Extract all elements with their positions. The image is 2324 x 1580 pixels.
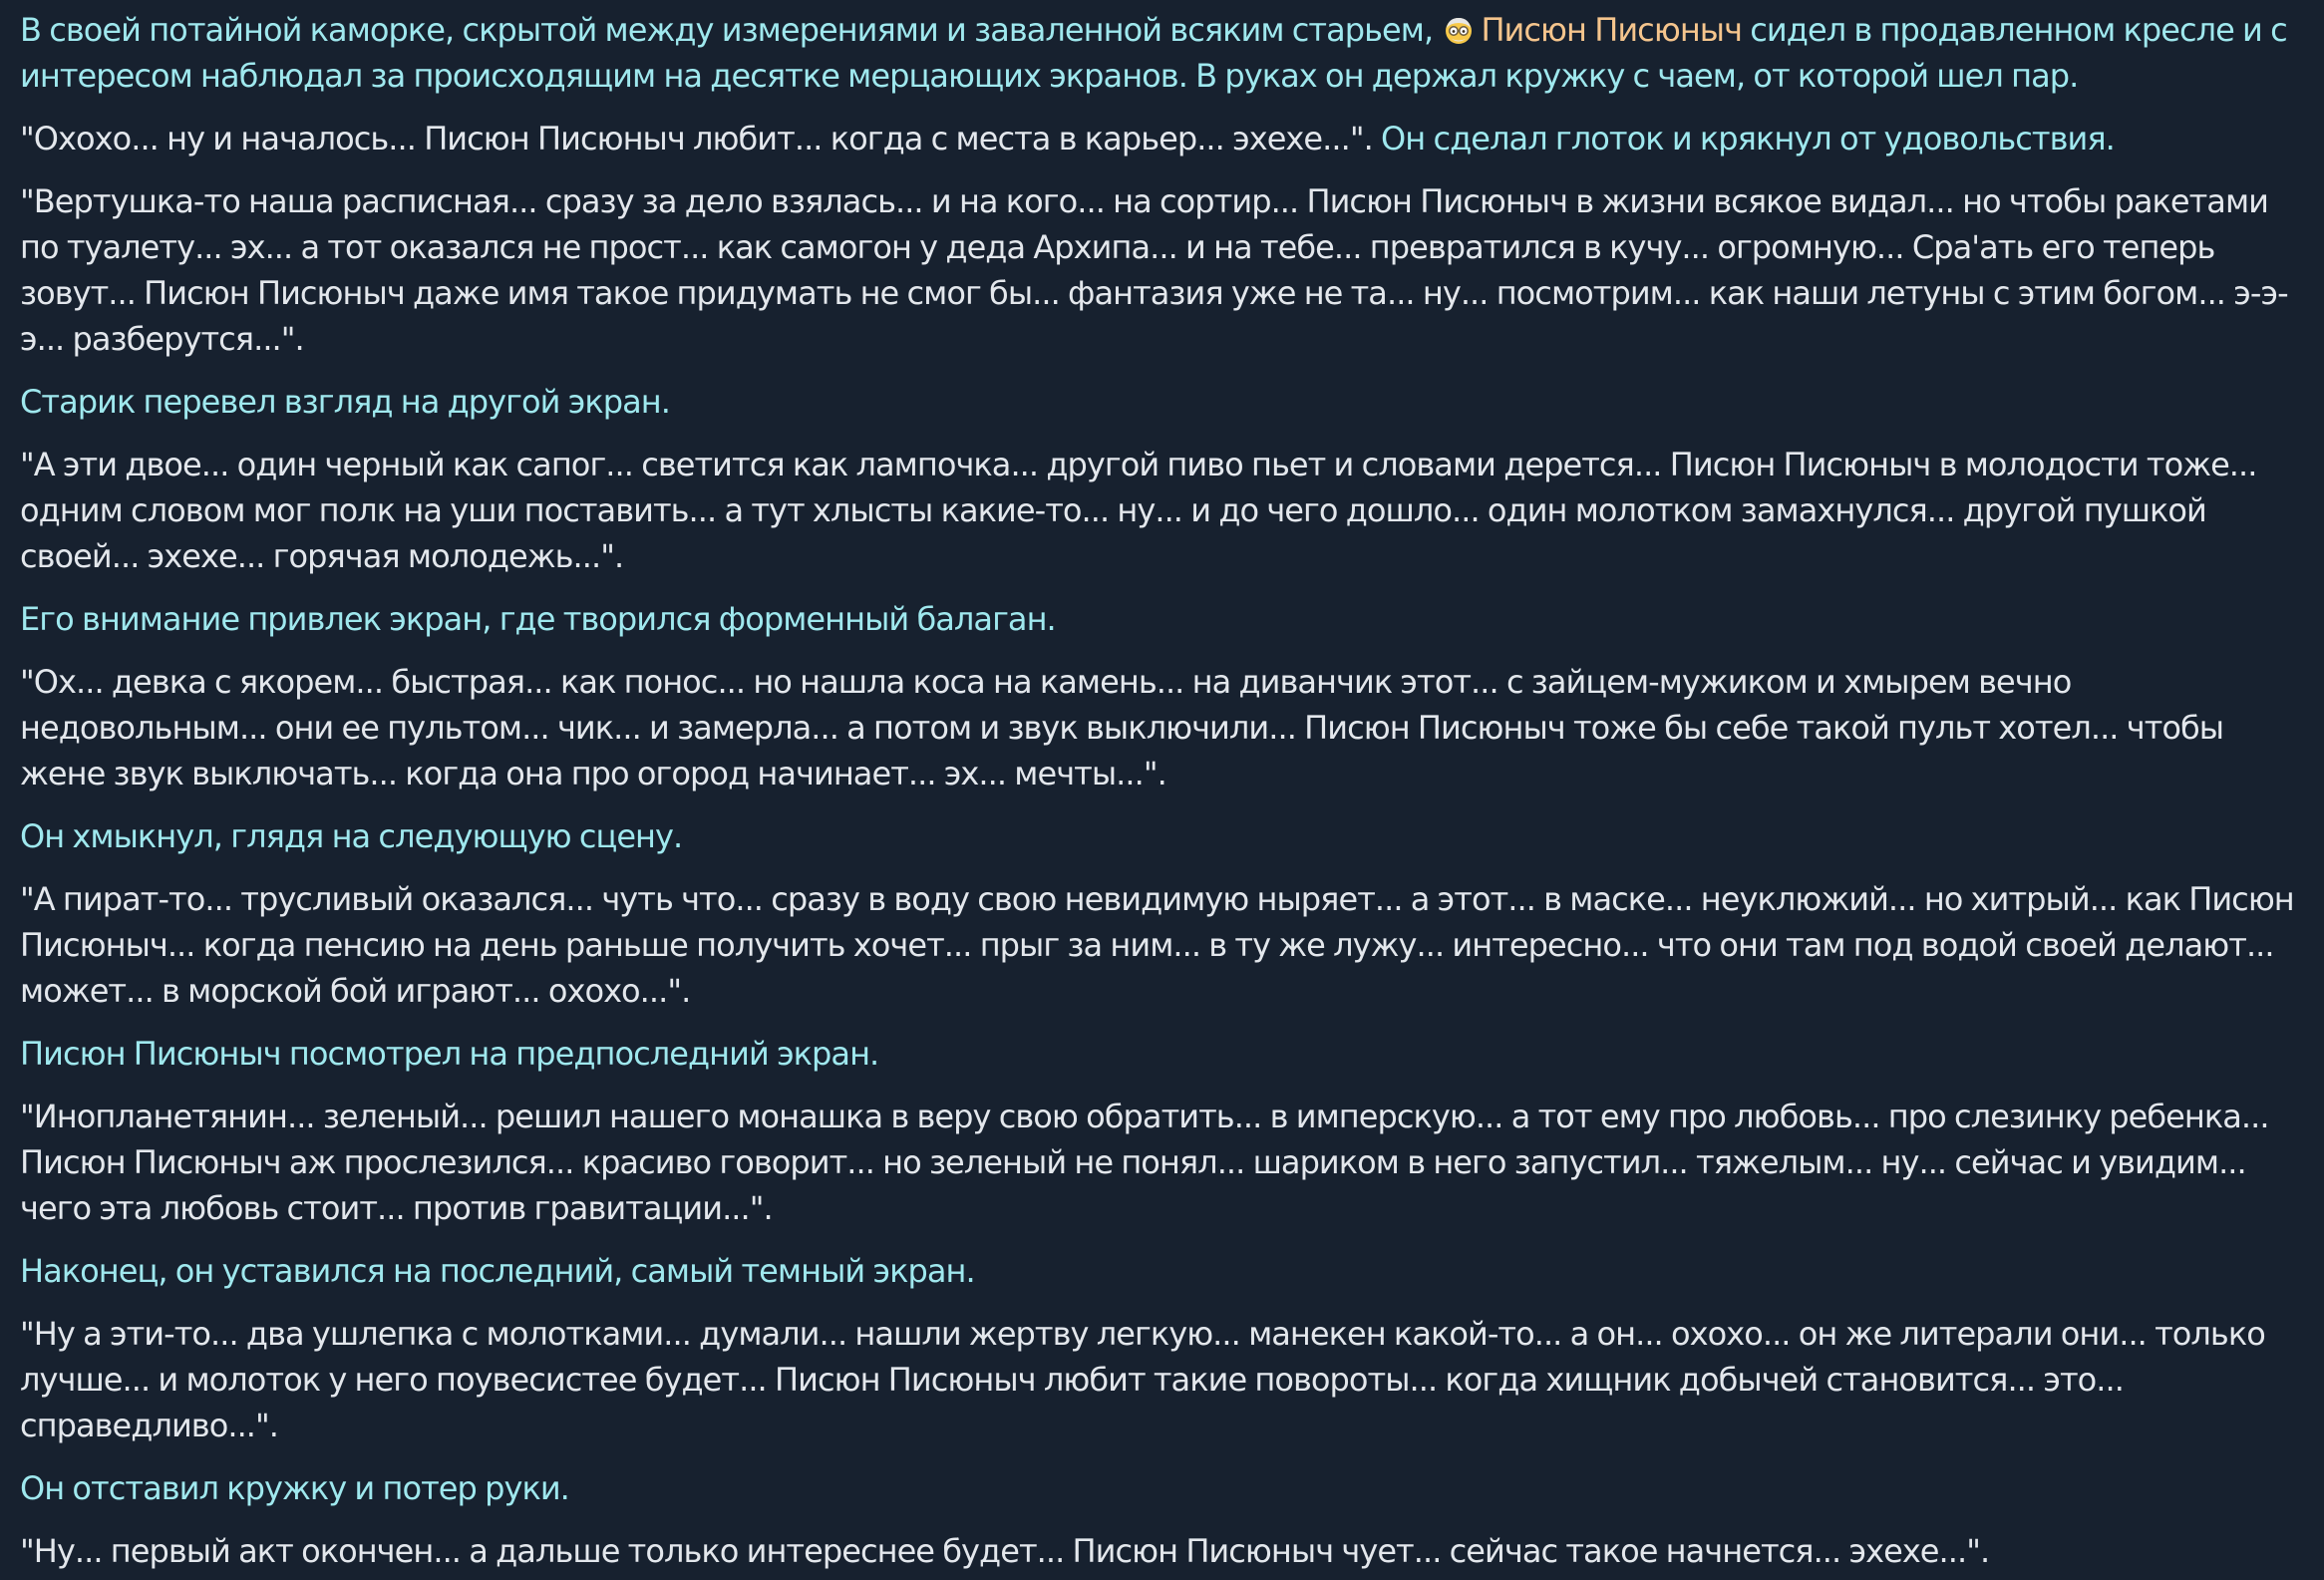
speech-text: "Ну... первый акт окончен... а дальше только интереснее будет... Писюн Писюныч чует... сейчас такое начнется... эхехе...". (20, 1532, 1990, 1570)
character-name-highlight: Писюн Писюныч (1481, 11, 1743, 49)
speech-text: "Ну а эти-то... два ушлепка с молотками... думали... нашли жертву легкую... манекен какой-то... а он... охохо... он же литерали они... только лучше... и молоток у него поувесистее будет... Писюн Писюныч любит такие повороты... когда хищник добычей становится... это... справедливо...". (20, 1315, 2265, 1444)
paragraph-intro (20, 7, 2304, 99)
paragraph-12 (20, 1311, 2304, 1448)
speech-text: "Вертушка-то наша расписная... сразу за дело взялась... и на кого... на сортир... Писюн Писюныч в жизни всякое видал... но чтобы ракетами по туалету... эх... а тот оказался не прост... как самогон у деда Архипа... и на тебе... превратился в кучу... огромную... Сра'ать его теперь зовут... Писюн Писюныч даже имя такое придумать не смог бы... фантазия уже не та... ну... посмотрим... как наши летуны с этим богом... э-э-э... разберутся...". (20, 182, 2288, 358)
narration-text: Его внимание привлек экран, где творился форменный балаган. (20, 600, 1056, 638)
old-man-face-icon (1443, 12, 1475, 44)
paragraph-9 (20, 1031, 2304, 1077)
paragraph-3 (20, 379, 2304, 425)
paragraph-14 (20, 1528, 2304, 1574)
paragraph-5 (20, 596, 2304, 642)
paragraph-2 (20, 178, 2304, 362)
speech-text: "А эти двое... один черный как сапог... светится как лампочка... другой пиво пьет и словами дерется... Писюн Писюныч в молодости тоже... одним словом мог полк на уши поставить... а тут хлысты какие-то... ну... и до чего дошло... один молотком замахнулся... другой пушкой своей... эхехе... горячая молодежь...". (20, 446, 2257, 575)
paragraph-1 (20, 116, 2304, 161)
narration-text: Старик перевел взгляд на другой экран. (20, 383, 670, 421)
paragraph-6 (20, 659, 2304, 796)
speech-text: "Охохо... ну и началось... Писюн Писюныч любит... когда с места в карьер... эхехе...". (20, 120, 1373, 158)
paragraph-13 (20, 1465, 2304, 1511)
paragraph-4 (20, 442, 2304, 579)
intro-text-before: В своей потайной каморке, скрытой между измерениями и заваленной всяким старьем, (20, 11, 1442, 49)
speech-text: "Инопланетянин... зеленый... решил нашего монашка в веру свою обратить... в имперскую... а тот ему про любовь... про слезинку ребенка... Писюн Писюныч аж прослезился... красиво говорит... но зеленый не понял... шариком в него запустил... тяжелым... ну... сейчас и увидим... чего эта любовь стоит... против гравитации...". (20, 1098, 2269, 1227)
intro-text-after: сидел в продавленном кресле и с интересом наблюдал за происходящим на десятке мерцающих экранов. В руках он держал кружку с чаем, от которой шел пар. (20, 11, 2287, 95)
narration-text: Наконец, он уставился на последний, самый темный экран. (20, 1252, 975, 1290)
narration-text: Писюн Писюныч посмотрел на предпоследний экран. (20, 1035, 879, 1073)
narration-text: Он отставил кружку и потер руки. (20, 1469, 569, 1507)
speech-text: "А пират-то... трусливый оказался... чуть что... сразу в воду свою невидимую ныряет... а этот... в маске... неуклюжий... но хитрый... как Писюн Писюныч... когда пенсию на день раньше получить хочет... прыг за ним... в ту же лужу... интересно... что они там под водой своей делают... может... в морской бой играют... охохо...". (20, 880, 2294, 1010)
narration-text: Он сделал глоток и крякнул от удовольствия. (1372, 120, 2115, 158)
paragraph-10 (20, 1094, 2304, 1231)
speech-text: "Ох... девка с якорем... быстрая... как понос... но нашла коса на камень... на диванчик этот... с зайцем-мужиком и хмырем вечно недовольным... они ее пультом... чик... и замерла... а потом и звук выключили... Писюн Писюныч тоже бы себе такой пульт хотел... чтобы жене звук выключать... когда она про огород начинает... эх... мечты...". (20, 663, 2224, 792)
narration-text: Он хмыкнул, глядя на следующую сцену. (20, 817, 683, 855)
paragraph-11 (20, 1248, 2304, 1294)
paragraph-8 (20, 876, 2304, 1014)
paragraph-7 (20, 813, 2304, 859)
message-body (20, 7, 2304, 1574)
